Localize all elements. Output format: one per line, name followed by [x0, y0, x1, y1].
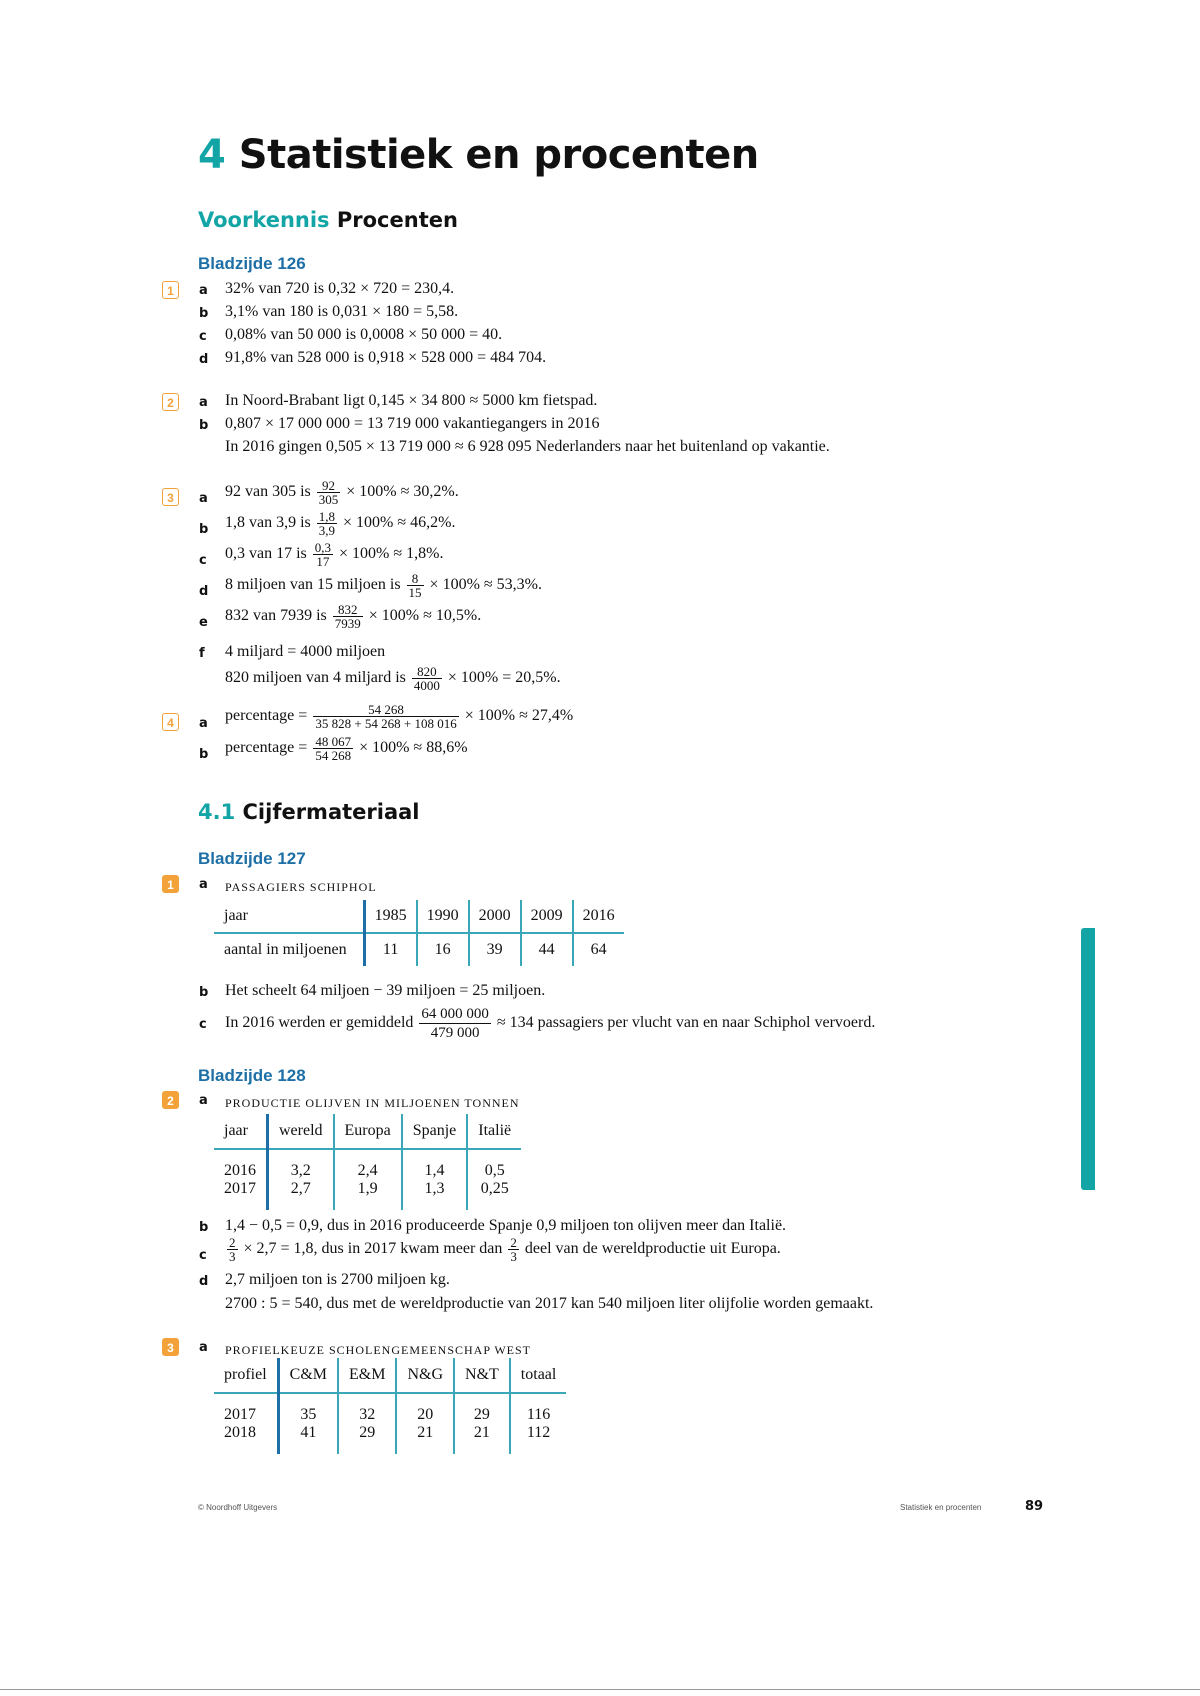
table-cell: E&M	[338, 1358, 396, 1393]
table-cell: 21	[454, 1424, 510, 1454]
table-cell: 20	[396, 1393, 454, 1424]
table-cell: 2016	[214, 1149, 268, 1180]
table-cell: 3,2	[268, 1149, 334, 1180]
answer-line: 0,3 van 17 is $\frac{0,3}{17}$ × 100% ≈ 1,8%.	[225, 540, 444, 569]
table-caption: PASSAGIERS SCHIPHOL	[225, 880, 377, 894]
answer-line: In Noord-Brabant ligt 0,145 × 34 800 ≈ 5000 km fietspad.	[225, 392, 598, 409]
table-cell: 29	[338, 1424, 396, 1454]
page-ref-127: Bladzijde 127	[198, 849, 306, 868]
answer-line: 91,8% van 528 000 is 0,918 × 528 000 = 484 704.	[225, 349, 547, 366]
question-number: 3	[162, 1338, 179, 1356]
table-header-row	[214, 1358, 566, 1393]
table-cell: aantal in miljoenen	[214, 933, 364, 966]
table-cell: 0,25	[480, 1180, 509, 1197]
question-number: 3	[162, 488, 179, 506]
table-row	[214, 1393, 566, 1424]
table-caption: PRODUCTIE OLIJVEN IN MILJOENEN TONNEN	[225, 1096, 520, 1110]
table-cell: 11	[364, 933, 417, 966]
answer-line: 2700 : 5 = 540, dus met de wereldproductie van 2017 kan 540 miljoen liter olijfolie worden gemaakt.	[225, 1295, 874, 1312]
table-row	[214, 1149, 521, 1180]
table-cell: 21	[396, 1424, 454, 1454]
answer-line: $\frac{2}{3}$ × 2,7 = 1,8, dus in 2017 kwam meer dan $\frac{2}{3}$ deel van de wereldproductie uit Europa.	[229, 1235, 781, 1264]
answer-line: percentage = $\frac{54 268}{35 828 + 54 268 + 108 016}$ × 100% ≈ 27,4%	[225, 702, 574, 731]
table-cell: 35	[278, 1393, 338, 1424]
section-voorkennis: Voorkennis Procenten	[198, 208, 458, 232]
table-cell: 1,4	[402, 1149, 468, 1180]
table-cell: 116	[526, 1406, 551, 1423]
question-number: 1	[162, 875, 179, 893]
answer-line: Het scheelt 64 miljoen − 39 miljoen = 25 miljoen.	[225, 982, 546, 999]
table-cell: 2009	[521, 900, 573, 933]
table-cell: 2000	[469, 900, 521, 933]
table-cell: 1,3	[402, 1180, 468, 1210]
table-cell: 1,9	[334, 1180, 402, 1210]
answer-line: In 2016 gingen 0,505 × 13 719 000 ≈ 6 928 095 Nederlanders naar het buitenland op vakantie.	[225, 438, 830, 455]
table-cell: 39	[469, 933, 521, 966]
footer-copyright: © Noordhoff Uitgevers	[198, 1503, 278, 1512]
answer-line: percentage = $\frac{48 067}{54 268}$ × 100% ≈ 88,6%	[225, 734, 468, 763]
table-cell: N&G	[396, 1358, 454, 1393]
answer-line: 92 van 305 is $\frac{92}{305}$ × 100% ≈ 30,2%.	[225, 478, 459, 507]
table-cell: 64	[590, 941, 607, 958]
page-ref-128: Bladzijde 128	[198, 1066, 306, 1085]
chapter-title: 4 Statistiek en procenten	[198, 132, 759, 178]
answer-line: 3,1% van 180 is 0,031 × 180 = 5,58.	[225, 303, 459, 320]
table-cell: jaar	[214, 1114, 268, 1149]
table-cell: 41	[278, 1424, 338, 1454]
question-number: 1	[162, 281, 179, 299]
table-cell: 1990	[417, 900, 469, 933]
data-table	[214, 1114, 521, 1210]
data-table	[214, 900, 624, 966]
table-cell: 0,5	[484, 1162, 505, 1179]
footer-chapter: Statistiek en procenten	[900, 1503, 982, 1512]
table-cell: totaal	[510, 1358, 567, 1393]
answer-line: 32% van 720 is 0,32 × 720 = 230,4.	[225, 280, 455, 297]
table-cell: 2,4	[334, 1149, 402, 1180]
table-cell: jaar	[214, 900, 364, 933]
table-cell: 2018	[214, 1424, 278, 1454]
table-cell: 16	[417, 933, 469, 966]
answer-line: 8 miljoen van 15 miljoen is $\frac{8}{15}$ × 100% ≈ 53,3%.	[225, 571, 543, 600]
answer-line: 1,4 − 0,5 = 0,9, dus in 2016 produceerde Spanje 0,9 miljoen ton olijven meer dan Italië.	[225, 1217, 787, 1234]
table-cell: 2017	[214, 1393, 278, 1424]
table-cell: C&M	[278, 1358, 338, 1393]
table-cell: Italië	[467, 1114, 521, 1149]
answer-line: 0,807 × 17 000 000 = 13 719 000 vakantiegangers in 2016	[225, 415, 600, 432]
table-cell: Spanje	[402, 1114, 468, 1149]
answer-line: 0,08% van 50 000 is 0,0008 × 50 000 = 40.	[225, 326, 503, 343]
answer-line: 2,7 miljoen ton is 2700 miljoen kg.	[225, 1271, 450, 1288]
answer-line: In 2016 werden er gemiddeld $\frac{64 000 000}{479 000}$ ≈ 134 passagiers per vlucht van en naar Schiphol vervoerd.	[225, 1006, 876, 1041]
table-cell: 112	[526, 1424, 551, 1441]
table-cell: profiel	[214, 1358, 278, 1393]
table-cell: N&T	[454, 1358, 510, 1393]
table-row	[214, 900, 624, 933]
chapter-side-tab	[1081, 928, 1095, 1190]
table-row	[214, 1180, 521, 1210]
answer-line: 1,8 van 3,9 is $\frac{1,8}{3,9}$ × 100% ≈ 46,2%.	[225, 509, 456, 538]
table-cell: 32	[338, 1393, 396, 1424]
data-table	[214, 1358, 566, 1454]
table-cell: 1985	[364, 900, 417, 933]
answer-line: 832 van 7939 is $\frac{832}{7939}$ × 100% ≈ 10,5%.	[225, 602, 482, 631]
table-row	[214, 1424, 566, 1454]
table-cell: 2016	[573, 900, 624, 933]
section-4-1: 4.1 Cijfermateriaal	[198, 800, 420, 824]
table-caption: PROFIELKEUZE SCHOLENGEMEENSCHAP WEST	[225, 1343, 532, 1357]
answer-line: 820 miljoen van 4 miljard is $\frac{820}{4000}$ × 100% = 20,5%.	[225, 664, 561, 693]
table-header-row	[214, 1114, 521, 1149]
table-cell: 29	[454, 1393, 510, 1424]
answer-line: 4 miljard = 4000 miljoen	[225, 643, 386, 660]
table-cell: wereld	[268, 1114, 334, 1149]
question-number: 2	[162, 393, 179, 411]
table-cell: Europa	[334, 1114, 402, 1149]
table-cell: 2017	[214, 1180, 268, 1210]
page-number: 89	[1025, 1499, 1044, 1514]
question-number: 4	[162, 713, 179, 731]
table-cell: 44	[521, 933, 573, 966]
table-row	[214, 933, 624, 966]
divider	[0, 1689, 1200, 1690]
question-number: 2	[162, 1091, 179, 1109]
table-cell: 2,7	[268, 1180, 334, 1210]
page-ref-126: Bladzijde 126	[198, 254, 306, 273]
